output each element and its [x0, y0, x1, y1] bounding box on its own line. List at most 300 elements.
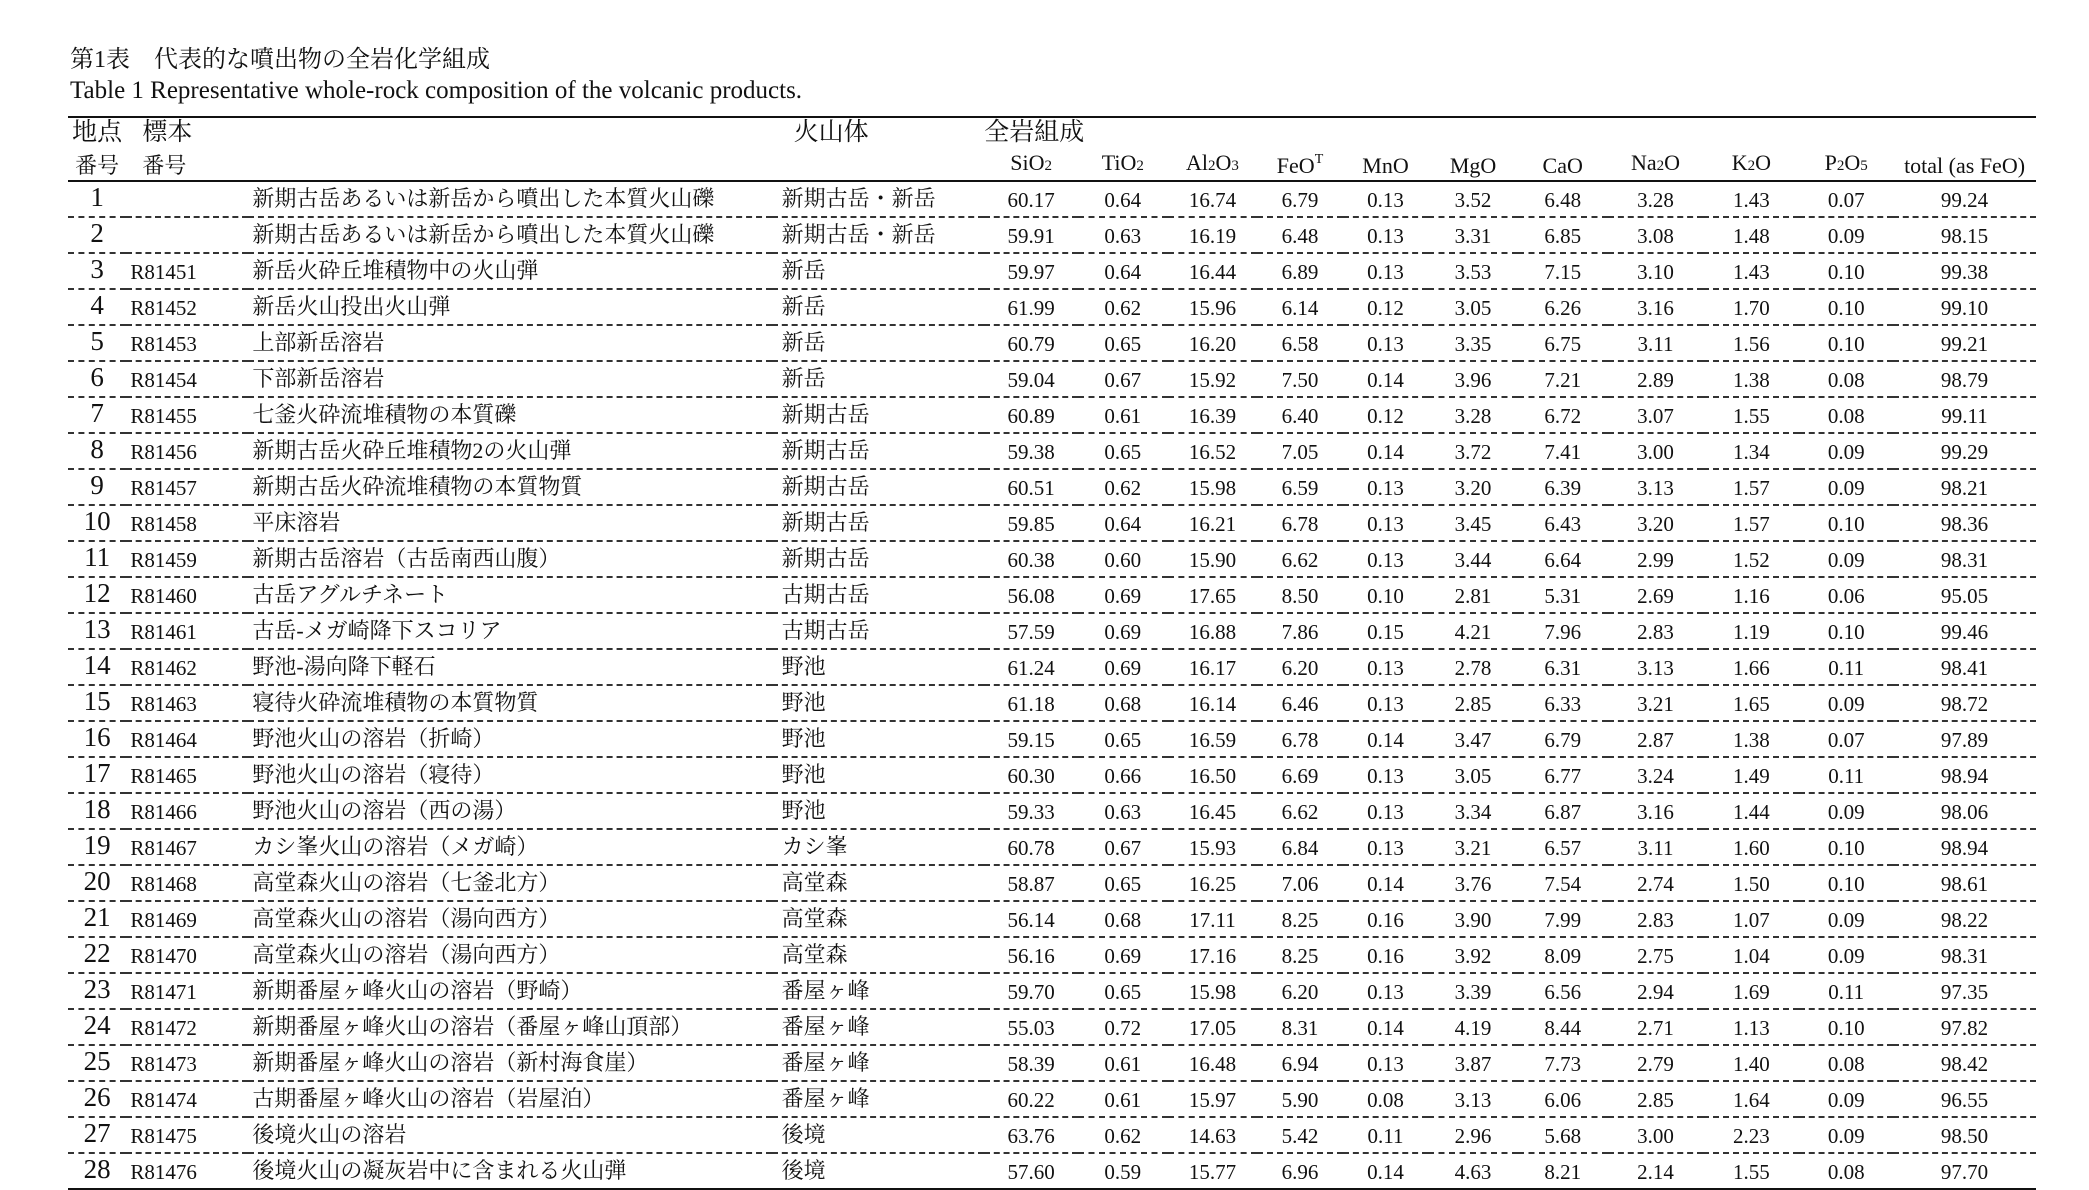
value-al2o3: 15.97	[1168, 1081, 1258, 1117]
value-cao: 6.31	[1518, 649, 1608, 685]
value-p2o5: 0.09	[1799, 433, 1893, 469]
header-volcano: 火山体	[793, 119, 869, 146]
value-sio2: 59.70	[984, 973, 1078, 1009]
value-al2o3: 16.45	[1168, 793, 1258, 829]
header-sample-line2: 番号	[126, 148, 248, 181]
row-number: 8	[68, 433, 126, 469]
sample-description: 後境火山の凝灰岩中に含まれる火山弾	[248, 1153, 771, 1189]
sample-number	[126, 181, 248, 217]
value-mno: 0.08	[1343, 1081, 1428, 1117]
value-tio2: 0.66	[1078, 757, 1168, 793]
value-k2o: 1.49	[1703, 757, 1799, 793]
table-row	[68, 721, 2036, 757]
value-mno: 0.11	[1343, 1117, 1428, 1153]
value-na2o: 3.10	[1608, 253, 1704, 289]
sample-description: 新岳火山投出火山弾	[248, 289, 771, 325]
caption-english: Table 1 Representative whole-rock composition of the volcanic products.	[70, 77, 803, 104]
value-al2o3: 16.20	[1168, 325, 1258, 361]
value-p2o5: 0.10	[1799, 325, 1893, 361]
table-header	[68, 117, 2036, 181]
table-row	[68, 397, 2036, 433]
value-mgo: 3.05	[1428, 289, 1518, 325]
value-feo: 6.58	[1257, 325, 1342, 361]
value-p2o5: 0.10	[1799, 289, 1893, 325]
value-p2o5: 0.11	[1799, 649, 1893, 685]
volcano-name: 高堂森	[772, 865, 985, 901]
value-tio2: 0.62	[1078, 289, 1168, 325]
sample-number: R81472	[126, 1009, 248, 1045]
value-cao: 5.68	[1518, 1117, 1608, 1153]
value-al2o3: 16.21	[1168, 505, 1258, 541]
sample-number: R81459	[126, 541, 248, 577]
volcano-name: 後境	[772, 1117, 985, 1153]
value-k2o: 1.48	[1703, 217, 1799, 253]
value-feo: 6.20	[1257, 649, 1342, 685]
value-tio2: 0.63	[1078, 217, 1168, 253]
value-na2o: 3.24	[1608, 757, 1704, 793]
value-sio2: 59.15	[984, 721, 1078, 757]
value-mno: 0.14	[1343, 433, 1428, 469]
sample-description: 下部新岳溶岩	[248, 361, 771, 397]
volcano-name: 番屋ヶ峰	[772, 1045, 985, 1081]
value-total: 98.31	[1893, 541, 2036, 577]
value-k2o: 1.55	[1703, 1153, 1799, 1189]
value-tio2: 0.61	[1078, 397, 1168, 433]
table-row	[68, 1153, 2036, 1189]
row-number: 11	[68, 541, 126, 577]
row-number: 16	[68, 721, 126, 757]
value-mno: 0.13	[1343, 217, 1428, 253]
row-number: 21	[68, 901, 126, 937]
value-k2o: 1.04	[1703, 937, 1799, 973]
row-number: 17	[68, 757, 126, 793]
table-row	[68, 1009, 2036, 1045]
value-total: 98.06	[1893, 793, 2036, 829]
row-number: 20	[68, 865, 126, 901]
value-total: 98.50	[1893, 1117, 2036, 1153]
value-k2o: 1.07	[1703, 901, 1799, 937]
sample-description: 高堂森火山の溶岩（湯向西方）	[248, 937, 771, 973]
value-cao: 6.39	[1518, 469, 1608, 505]
sample-description: 古岳-メガ崎降下スコリア	[248, 613, 771, 649]
value-p2o5: 0.08	[1799, 361, 1893, 397]
value-mgo: 3.92	[1428, 937, 1518, 973]
table-row	[68, 469, 2036, 505]
value-mno: 0.10	[1343, 577, 1428, 613]
value-mno: 0.12	[1343, 289, 1428, 325]
value-feo: 6.69	[1257, 757, 1342, 793]
volcano-name: 野池	[772, 721, 985, 757]
value-tio2: 0.65	[1078, 721, 1168, 757]
value-p2o5: 0.08	[1799, 1045, 1893, 1081]
sample-number: R81465	[126, 757, 248, 793]
table-row	[68, 217, 2036, 253]
caption-japanese: 第1表 代表的な噴出物の全岩化学組成	[70, 47, 490, 73]
value-p2o5: 0.09	[1799, 217, 1893, 253]
value-mno: 0.13	[1343, 1045, 1428, 1081]
value-cao: 6.72	[1518, 397, 1608, 433]
sample-number: R81466	[126, 793, 248, 829]
value-cao: 5.31	[1518, 577, 1608, 613]
value-mno: 0.15	[1343, 613, 1428, 649]
row-number: 12	[68, 577, 126, 613]
value-p2o5: 0.09	[1799, 1081, 1893, 1117]
value-al2o3: 16.17	[1168, 649, 1258, 685]
volcano-name: カシ峯	[772, 829, 985, 865]
value-na2o: 2.74	[1608, 865, 1704, 901]
table-row	[68, 685, 2036, 721]
value-feo: 6.96	[1257, 1153, 1342, 1189]
row-number: 10	[68, 505, 126, 541]
value-total: 99.38	[1893, 253, 2036, 289]
value-k2o: 1.40	[1703, 1045, 1799, 1081]
value-total: 96.55	[1893, 1081, 2036, 1117]
volcano-name: 新期古岳	[772, 505, 985, 541]
value-sio2: 61.99	[984, 289, 1078, 325]
value-al2o3: 16.19	[1168, 217, 1258, 253]
value-mgo: 3.05	[1428, 757, 1518, 793]
value-mgo: 4.63	[1428, 1153, 1518, 1189]
value-tio2: 0.65	[1078, 433, 1168, 469]
value-feo: 6.48	[1257, 217, 1342, 253]
value-feo: 8.25	[1257, 901, 1342, 937]
sample-description: 野池火山の溶岩（折崎）	[248, 721, 771, 757]
value-mgo: 3.45	[1428, 505, 1518, 541]
value-mgo: 3.39	[1428, 973, 1518, 1009]
value-tio2: 0.72	[1078, 1009, 1168, 1045]
value-cao: 6.56	[1518, 973, 1608, 1009]
value-total: 98.61	[1893, 865, 2036, 901]
value-na2o: 3.13	[1608, 649, 1704, 685]
sample-description: 新期番屋ヶ峰火山の溶岩（野崎）	[248, 973, 771, 1009]
volcano-name: 野池	[772, 793, 985, 829]
value-total: 99.24	[1893, 181, 2036, 217]
value-mgo: 4.19	[1428, 1009, 1518, 1045]
value-cao: 6.48	[1518, 181, 1608, 217]
row-number: 18	[68, 793, 126, 829]
value-cao: 6.85	[1518, 217, 1608, 253]
value-feo: 8.25	[1257, 937, 1342, 973]
value-mgo: 3.28	[1428, 397, 1518, 433]
sample-description: 新期古岳火砕丘堆積物2の火山弾	[248, 433, 771, 469]
composition-table	[68, 116, 2036, 1190]
value-al2o3: 16.48	[1168, 1045, 1258, 1081]
volcano-name: 後境	[772, 1153, 985, 1189]
value-k2o: 1.56	[1703, 325, 1799, 361]
value-feo: 6.46	[1257, 685, 1342, 721]
value-total: 97.70	[1893, 1153, 2036, 1189]
value-mgo: 4.21	[1428, 613, 1518, 649]
value-tio2: 0.63	[1078, 793, 1168, 829]
value-mno: 0.16	[1343, 937, 1428, 973]
volcano-name: 野池	[772, 685, 985, 721]
table-row	[68, 253, 2036, 289]
table-row	[68, 649, 2036, 685]
row-number: 15	[68, 685, 126, 721]
value-tio2: 0.67	[1078, 829, 1168, 865]
value-mgo: 2.96	[1428, 1117, 1518, 1153]
table-row	[68, 937, 2036, 973]
value-na2o: 3.16	[1608, 289, 1704, 325]
value-sio2: 59.85	[984, 505, 1078, 541]
sample-description: 野池火山の溶岩（西の湯）	[248, 793, 771, 829]
sample-number: R81454	[126, 361, 248, 397]
value-mgo: 3.21	[1428, 829, 1518, 865]
sample-number: R81470	[126, 937, 248, 973]
value-cao: 6.57	[1518, 829, 1608, 865]
value-na2o: 3.11	[1608, 829, 1704, 865]
sample-number: R81462	[126, 649, 248, 685]
value-sio2: 60.78	[984, 829, 1078, 865]
sample-description: 新期古岳あるいは新岳から噴出した本質火山礫	[248, 217, 771, 253]
table-row	[68, 901, 2036, 937]
value-mno: 0.13	[1343, 541, 1428, 577]
value-na2o: 3.07	[1608, 397, 1704, 433]
value-p2o5: 0.10	[1799, 865, 1893, 901]
value-feo: 7.86	[1257, 613, 1342, 649]
value-feo: 6.62	[1257, 541, 1342, 577]
sample-description: 七釜火砕流堆積物の本質礫	[248, 397, 771, 433]
header-sample-line1: 標本	[142, 119, 193, 146]
value-p2o5: 0.10	[1799, 505, 1893, 541]
value-p2o5: 0.07	[1799, 721, 1893, 757]
value-al2o3: 15.93	[1168, 829, 1258, 865]
value-total: 99.11	[1893, 397, 2036, 433]
value-al2o3: 17.05	[1168, 1009, 1258, 1045]
value-cao: 8.09	[1518, 937, 1608, 973]
value-total: 98.72	[1893, 685, 2036, 721]
value-na2o: 2.14	[1608, 1153, 1704, 1189]
value-na2o: 2.83	[1608, 901, 1704, 937]
value-p2o5: 0.09	[1799, 685, 1893, 721]
value-p2o5: 0.08	[1799, 397, 1893, 433]
value-feo: 6.84	[1257, 829, 1342, 865]
value-cao: 7.15	[1518, 253, 1608, 289]
value-al2o3: 16.74	[1168, 181, 1258, 217]
value-cao: 6.33	[1518, 685, 1608, 721]
value-total: 98.41	[1893, 649, 2036, 685]
value-sio2: 60.17	[984, 181, 1078, 217]
value-total: 98.15	[1893, 217, 2036, 253]
table-row	[68, 433, 2036, 469]
sample-description: 高堂森火山の溶岩（湯向西方）	[248, 901, 771, 937]
value-na2o: 3.21	[1608, 685, 1704, 721]
value-k2o: 1.38	[1703, 721, 1799, 757]
table-row	[68, 613, 2036, 649]
value-mno: 0.14	[1343, 1153, 1428, 1189]
value-p2o5: 0.08	[1799, 1153, 1893, 1189]
value-k2o: 1.64	[1703, 1081, 1799, 1117]
table-row	[68, 1117, 2036, 1153]
sample-number: R81457	[126, 469, 248, 505]
header-feo-label: FeO	[1276, 153, 1315, 178]
value-mno: 0.13	[1343, 793, 1428, 829]
value-sio2: 59.91	[984, 217, 1078, 253]
sample-description: 新期古岳あるいは新岳から噴出した本質火山礫	[248, 181, 771, 217]
value-na2o: 2.94	[1608, 973, 1704, 1009]
value-k2o: 1.34	[1703, 433, 1799, 469]
value-mgo: 3.20	[1428, 469, 1518, 505]
table-row	[68, 361, 2036, 397]
value-mgo: 3.13	[1428, 1081, 1518, 1117]
value-na2o: 2.89	[1608, 361, 1704, 397]
value-mno: 0.14	[1343, 865, 1428, 901]
sample-description: 平床溶岩	[248, 505, 771, 541]
value-p2o5: 0.10	[1799, 613, 1893, 649]
value-p2o5: 0.06	[1799, 577, 1893, 613]
table-row	[68, 505, 2036, 541]
value-total: 97.35	[1893, 973, 2036, 1009]
value-mgo: 3.31	[1428, 217, 1518, 253]
value-mgo: 3.53	[1428, 253, 1518, 289]
value-k2o: 1.69	[1703, 973, 1799, 1009]
value-p2o5: 0.10	[1799, 829, 1893, 865]
volcano-name: 番屋ヶ峰	[772, 1009, 985, 1045]
value-al2o3: 16.39	[1168, 397, 1258, 433]
value-cao: 6.26	[1518, 289, 1608, 325]
header-sio2: SiO2	[984, 148, 1078, 181]
value-tio2: 0.64	[1078, 505, 1168, 541]
volcano-name: 新期古岳・新岳	[772, 181, 985, 217]
sample-description: 古岳アグルチネート	[248, 577, 771, 613]
sample-description: 新期番屋ヶ峰火山の溶岩（番屋ヶ峰山頂部）	[248, 1009, 771, 1045]
value-tio2: 0.69	[1078, 613, 1168, 649]
value-al2o3: 17.11	[1168, 901, 1258, 937]
value-p2o5: 0.09	[1799, 541, 1893, 577]
value-k2o: 1.65	[1703, 685, 1799, 721]
value-mno: 0.13	[1343, 253, 1428, 289]
header-whole-rock: 全岩組成	[984, 119, 1085, 146]
sample-number: R81474	[126, 1081, 248, 1117]
value-total: 99.29	[1893, 433, 2036, 469]
value-mgo: 2.85	[1428, 685, 1518, 721]
value-mno: 0.13	[1343, 505, 1428, 541]
value-tio2: 0.65	[1078, 865, 1168, 901]
table-row	[68, 973, 2036, 1009]
value-mno: 0.13	[1343, 469, 1428, 505]
value-na2o: 2.85	[1608, 1081, 1704, 1117]
header-feo	[1257, 148, 1342, 181]
row-number: 1	[68, 181, 126, 217]
table-row	[68, 865, 2036, 901]
volcano-name: 番屋ヶ峰	[772, 1081, 985, 1117]
value-sio2: 56.14	[984, 901, 1078, 937]
table-body	[68, 181, 2036, 1189]
value-p2o5: 0.09	[1799, 793, 1893, 829]
value-mno: 0.13	[1343, 973, 1428, 1009]
value-tio2: 0.61	[1078, 1081, 1168, 1117]
value-na2o: 2.87	[1608, 721, 1704, 757]
value-k2o: 1.57	[1703, 505, 1799, 541]
table-row	[68, 1081, 2036, 1117]
value-tio2: 0.62	[1078, 469, 1168, 505]
value-mgo: 3.87	[1428, 1045, 1518, 1081]
sample-description: 野池-湯向降下軽石	[248, 649, 771, 685]
value-k2o: 1.52	[1703, 541, 1799, 577]
value-p2o5: 0.10	[1799, 1009, 1893, 1045]
value-p2o5: 0.09	[1799, 937, 1893, 973]
row-number: 6	[68, 361, 126, 397]
value-cao: 6.87	[1518, 793, 1608, 829]
value-na2o: 2.69	[1608, 577, 1704, 613]
value-cao: 7.21	[1518, 361, 1608, 397]
value-tio2: 0.69	[1078, 649, 1168, 685]
value-na2o: 3.20	[1608, 505, 1704, 541]
value-mno: 0.14	[1343, 361, 1428, 397]
value-feo: 6.79	[1257, 181, 1342, 217]
volcano-name: 新期古岳	[772, 433, 985, 469]
sample-number: R81468	[126, 865, 248, 901]
sample-description: 新岳火砕丘堆積物中の火山弾	[248, 253, 771, 289]
table-row	[68, 577, 2036, 613]
value-cao: 7.54	[1518, 865, 1608, 901]
value-na2o: 3.16	[1608, 793, 1704, 829]
value-sio2: 58.87	[984, 865, 1078, 901]
sample-description: 後境火山の溶岩	[248, 1117, 771, 1153]
value-sio2: 57.60	[984, 1153, 1078, 1189]
value-total: 98.31	[1893, 937, 2036, 973]
row-number: 22	[68, 937, 126, 973]
value-k2o: 1.38	[1703, 361, 1799, 397]
value-cao: 7.99	[1518, 901, 1608, 937]
value-mgo: 3.96	[1428, 361, 1518, 397]
value-tio2: 0.61	[1078, 1045, 1168, 1081]
value-sio2: 58.39	[984, 1045, 1078, 1081]
row-number: 9	[68, 469, 126, 505]
value-al2o3: 16.14	[1168, 685, 1258, 721]
value-cao: 6.77	[1518, 757, 1608, 793]
value-feo: 6.78	[1257, 721, 1342, 757]
table-row	[68, 541, 2036, 577]
sample-number: R81469	[126, 901, 248, 937]
value-k2o: 1.55	[1703, 397, 1799, 433]
value-al2o3: 15.98	[1168, 469, 1258, 505]
value-mno: 0.13	[1343, 649, 1428, 685]
row-number: 28	[68, 1153, 126, 1189]
value-mno: 0.13	[1343, 325, 1428, 361]
value-tio2: 0.60	[1078, 541, 1168, 577]
volcano-name: 新期古岳	[772, 541, 985, 577]
value-cao: 6.43	[1518, 505, 1608, 541]
value-feo: 5.42	[1257, 1117, 1342, 1153]
value-al2o3: 16.50	[1168, 757, 1258, 793]
sample-number: R81455	[126, 397, 248, 433]
value-sio2: 57.59	[984, 613, 1078, 649]
volcano-name: 新岳	[772, 253, 985, 289]
value-p2o5: 0.09	[1799, 901, 1893, 937]
value-tio2: 0.69	[1078, 577, 1168, 613]
value-mno: 0.13	[1343, 685, 1428, 721]
sample-number: R81471	[126, 973, 248, 1009]
value-na2o: 3.11	[1608, 325, 1704, 361]
value-na2o: 3.08	[1608, 217, 1704, 253]
header-mno: MnO	[1343, 148, 1428, 181]
value-al2o3: 14.63	[1168, 1117, 1258, 1153]
value-na2o: 2.83	[1608, 613, 1704, 649]
value-feo: 6.94	[1257, 1045, 1342, 1081]
value-mgo: 3.76	[1428, 865, 1518, 901]
table-row	[68, 793, 2036, 829]
value-k2o: 1.50	[1703, 865, 1799, 901]
value-p2o5: 0.07	[1799, 181, 1893, 217]
value-tio2: 0.64	[1078, 253, 1168, 289]
value-mgo: 2.81	[1428, 577, 1518, 613]
value-k2o: 1.43	[1703, 253, 1799, 289]
sample-number: R81451	[126, 253, 248, 289]
value-al2o3: 17.16	[1168, 937, 1258, 973]
value-mgo: 3.35	[1428, 325, 1518, 361]
volcano-name: 新期古岳・新岳	[772, 217, 985, 253]
